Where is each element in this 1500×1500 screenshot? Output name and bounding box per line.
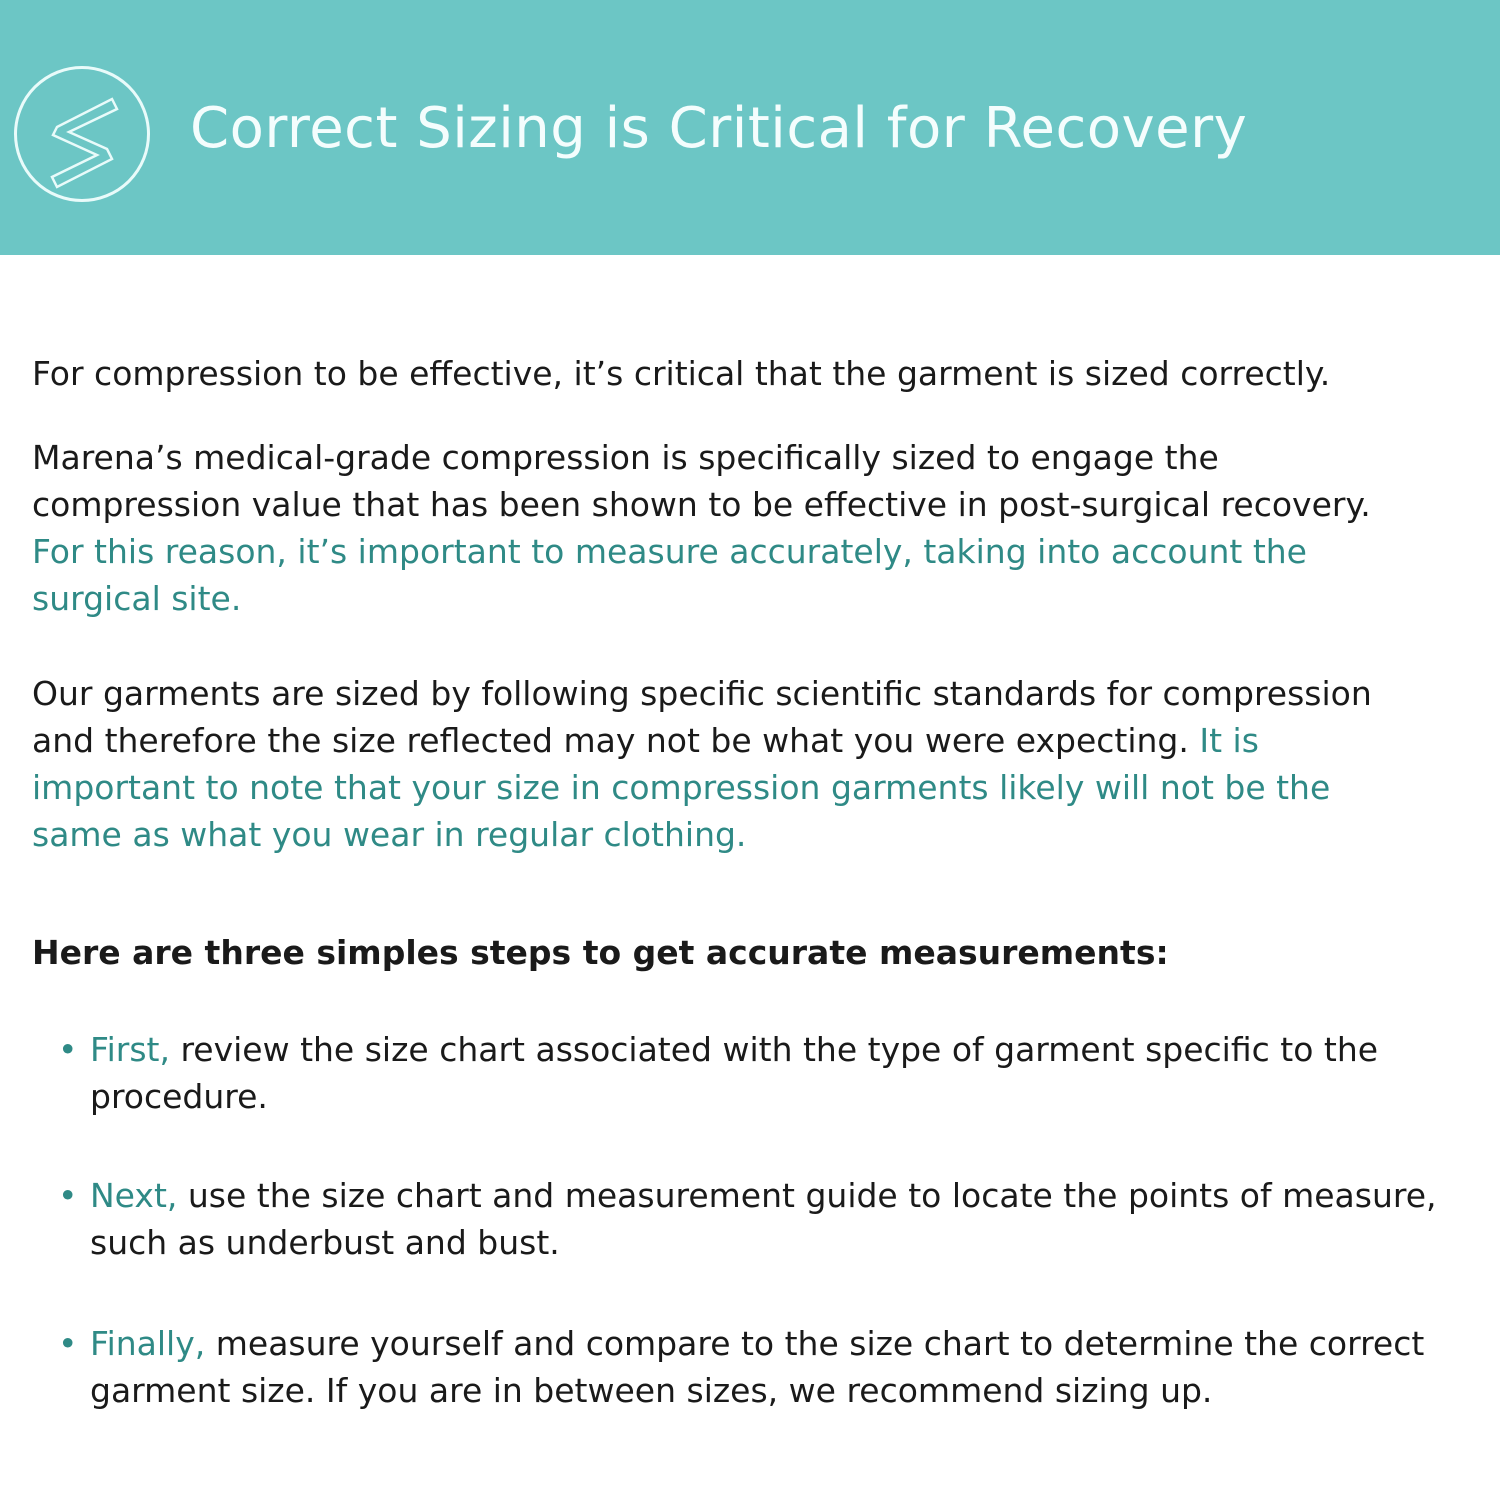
header-banner (0, 0, 1500, 255)
steps-heading: Here are three simples steps to get accurate measurements: (32, 933, 1169, 972)
step-next: • Next, use the size chart and measurement guide to locate the points of measure, such as underbust and bust. (58, 1172, 1438, 1266)
bullet-icon: • (58, 1030, 78, 1069)
intro-paragraph: For compression to be effective, it’s critical that the garment is sized correctly. (32, 354, 1331, 393)
page-title: Correct Sizing is Critical for Recovery (190, 96, 1248, 161)
step-first: • First, review the size chart associated with the type of garment specific to the procedure. (58, 1026, 1418, 1120)
marena-paragraph: Marena’s medical-grade compression is specifically sized to engage the compression value that has been shown to be effective in post-surgical recovery. For this reason, it’s important to measure accurately, taking into account the surgical site. (32, 438, 1371, 618)
bullet-icon: • (58, 1176, 78, 1215)
measuring-tape-icon (14, 66, 150, 202)
sizing-paragraph: Our garments are sized by following specific scientific standards for compression and therefore the size reflected may not be what you were expecting. It is important to note that your size in compression garments likely will not be the same as what you wear in regular clothing. (32, 674, 1372, 854)
bullet-icon: • (58, 1324, 78, 1363)
step-finally: • Finally, measure yourself and compare to the size chart to determine the correct garment size. If you are in between sizes, we recommend sizing up. (58, 1320, 1478, 1414)
